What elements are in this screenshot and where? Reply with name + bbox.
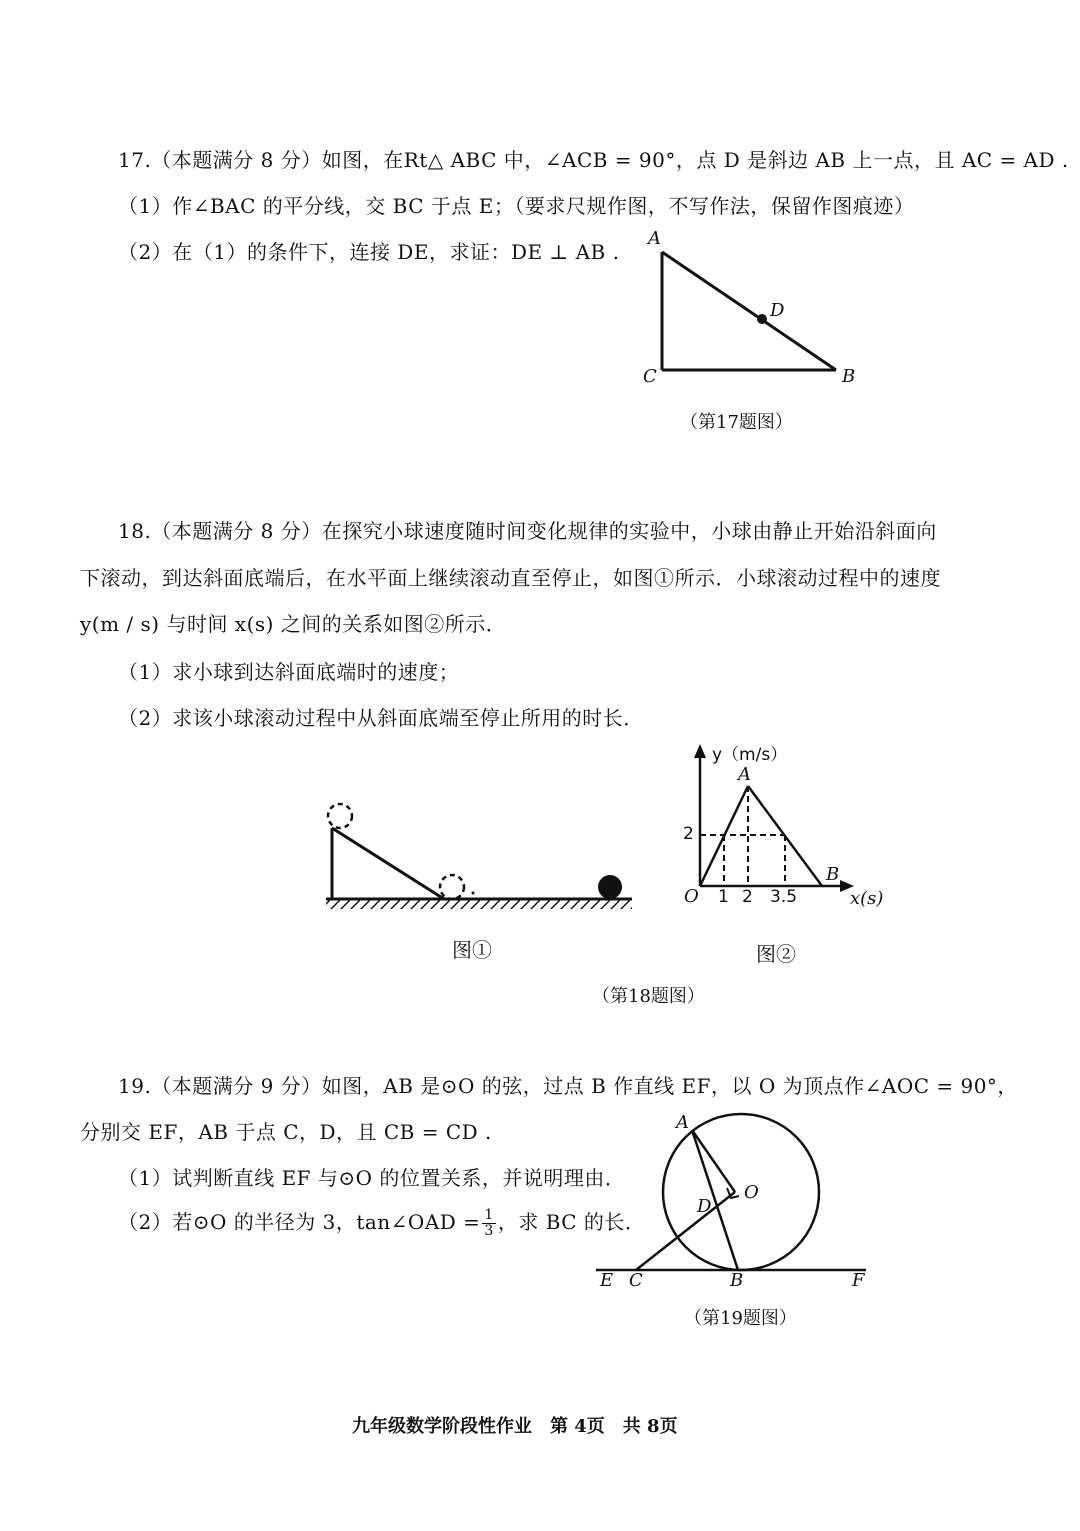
q17-label-a: A <box>648 228 661 249</box>
q19-stem: 19.（本题满分 9 分）如图，AB 是⊙O 的弦，过点 B 作直线 EF，以 O 为顶点作∠AOC = 90°， <box>118 1074 1018 1098</box>
q17-fig-caption: （第17题图） <box>680 412 793 433</box>
graph-origin: O <box>684 886 699 907</box>
q18-fig2-label: 图② <box>756 942 796 966</box>
q19-part1: （1）试判断直线 EF 与⊙O 的位置关系，并说明理由． <box>118 1166 626 1190</box>
fraction-numerator: 1 <box>484 1207 494 1224</box>
graph-x-tick-1: 1 <box>718 887 729 907</box>
q19-label-c: C <box>629 1270 643 1291</box>
graph-point-b: B <box>826 864 840 885</box>
q18-stem-line3: y(m / s) 与时间 x(s) 之间的关系如图②所示． <box>80 612 507 636</box>
page-footer: 九年级数学阶段性作业 第 4页 共 8页 <box>352 1416 678 1437</box>
q19-part2-post: ，求 BC 的长． <box>497 1210 646 1234</box>
graph-x-axis-label: x(s) <box>850 888 884 909</box>
q19-label-o: O <box>744 1182 759 1203</box>
graph-point-a: A <box>738 764 751 785</box>
q18-part2: （2）求该小球滚动过程中从斜面底端至停止所用的时长． <box>118 706 644 730</box>
graph-x-tick-35: 3.5 <box>770 887 798 907</box>
q17-label-b: B <box>842 366 856 387</box>
q18-fig1-label: 图① <box>452 938 492 962</box>
fraction-denominator: 3 <box>484 1223 494 1239</box>
q19-label-a: A <box>676 1112 689 1133</box>
q18-part1: （1）求小球到达斜面底端时的速度； <box>118 660 460 684</box>
q18-stem-line2: 下滚动，到达斜面底端后，在水平面上继续滚动直至停止，如图①所示．小球滚动过程中的速度 <box>80 566 941 590</box>
graph-x-tick-2: 2 <box>742 887 753 907</box>
q18-fig-caption: （第18题图） <box>592 986 705 1007</box>
q17-part2: （2）在（1）的条件下，连接 DE，求证：DE ⊥ AB . <box>118 240 620 264</box>
q17-label-c: C <box>643 366 657 387</box>
graph-y-tick-2: 2 <box>683 824 694 844</box>
q19-fig-caption: （第19题图） <box>684 1308 797 1329</box>
q19-label-e: E <box>600 1270 614 1291</box>
q19-stem-line2: 分别交 EF，AB 于点 C，D，且 CB = CD . <box>80 1120 492 1144</box>
graph-y-axis-label: y（m/s） <box>712 745 788 765</box>
q17-stem: 17.（本题满分 8 分）如图，在Rt△ ABC 中，∠ACB = 90°，点 D 是斜边 AB 上一点，且 AC = AD . <box>118 148 1069 172</box>
q17-label-d: D <box>770 300 785 321</box>
segment-ao <box>692 1130 735 1192</box>
q19-label-d: D <box>697 1196 712 1217</box>
circle-o <box>663 1114 819 1270</box>
q19-label-b: B <box>730 1270 744 1291</box>
q19-label-f: F <box>852 1270 865 1291</box>
q19-part2-pre: （2）若⊙O 的半径为 3，tan∠OAD = <box>118 1210 481 1234</box>
segment-oc <box>636 1192 735 1270</box>
q17-part1: （1）作∠BAC 的平分线，交 BC 于点 E；（要求尺规作图，不写作法，保留作图痕迹） <box>118 194 915 218</box>
q18-stem-line1: 18.（本题满分 8 分）在探究小球速度随时间变化规律的实验中，小球由静止开始沿斜面向 <box>118 519 937 543</box>
